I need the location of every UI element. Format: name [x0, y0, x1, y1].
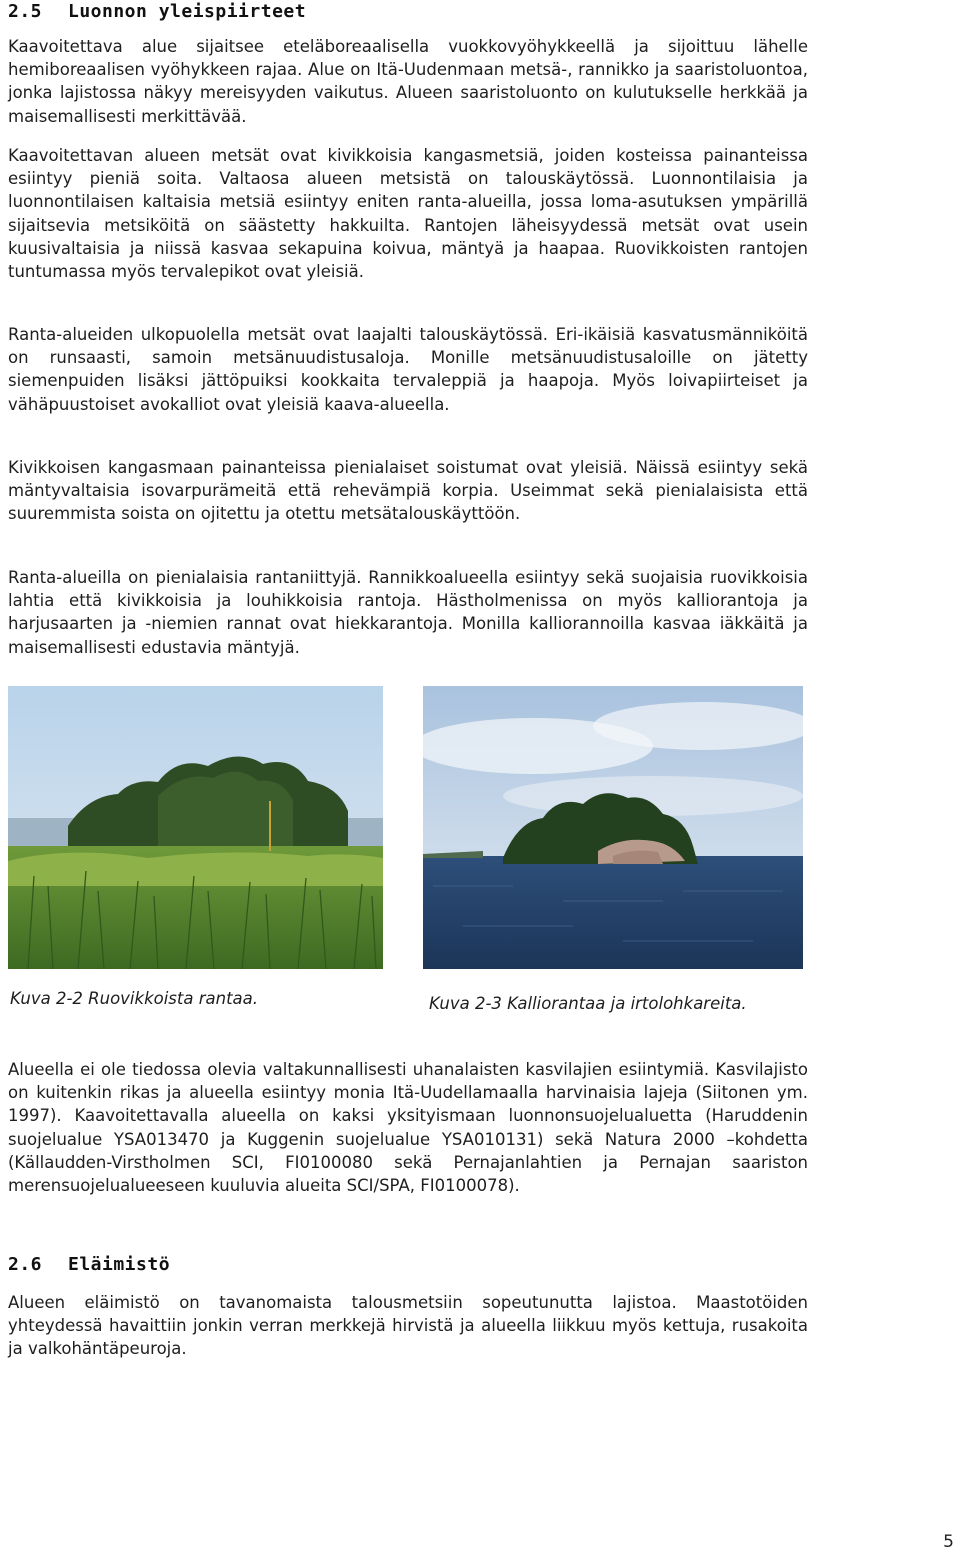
- section-number: 2.6: [8, 1254, 43, 1275]
- paragraph: Kaavoitettavan alueen metsät ovat kivikkoisia kangasmetsiä, joiden kosteissa painanteissa esiintyy pieniä soita. Valtaosa alueen metsistä on talouskäytössä. Luonnontilaisia ja luonnontilaisen kaltaisia metsiä esiintyy eniten ranta-alueilla, jossa loma-asutuksen ympärillä sijaitsevia metsiköitä on säästetty hakkuilta. Rantojen läheisyydessä metsät ovat usein kuusivaltaisia ja niissä kasvaa sekapuina koivua, mäntyä ja haapaa. Ruovikkoisten rantojen tuntumassa myös tervalepikot ovat yleisiä.: [8, 146, 808, 282]
- section-title: Eläimistö: [68, 1254, 171, 1275]
- figure-caption-left: Kuva 2-2 Ruovikkoista rantaa.: [10, 989, 259, 1008]
- section-heading-2-6: [8, 1254, 170, 1275]
- photo-rocky-islet: [423, 686, 803, 969]
- section-number: 2.5: [8, 1, 43, 22]
- paragraph: Kaavoitettava alue sijaitsee eteläboreaalisella vuokkovyöhykkeellä ja sijoittuu lähelle hemiboreaalisen vyöhykkeen rajaa. Alue on Itä-Uudenmaan metsä-, rannikko ja saaristoluontoa, jonka lajistossa näkyy mereisyyden vaikutus. Alueen saaristoluonto on kulutukselle herkkää ja maisemallisesti merkittävää.: [8, 37, 808, 126]
- section-heading-2-5: [8, 1, 306, 22]
- paragraph: Kivikkoisen kangasmaan painanteissa pienialaiset soistumat ovat yleisiä. Näissä esiintyy sekä mäntyvaltaisia isovarpurämeitä että rehevämpiä korpia. Useimmat sekä pienialaisista että suuremmista soista on ojitettu ja otettu metsätalouskäyttöön.: [8, 458, 808, 524]
- figure-caption-right: Kuva 2-3 Kalliorantaa ja irtolohkareita.: [429, 994, 747, 1013]
- paragraph: Alueella ei ole tiedossa olevia valtakunnallisesti uhanalaisten kasvilajien esiintymiä. Kasvilajisto on kuitenkin rikas ja alueella esiintyy monia Itä-Uudellamaalla harvinaisia lajeja (Siitonen ym. 1997). Kaavoitettavalla alueella on kaksi yksityismaan luonnonsuojelualuetta (Haruddenin suojelualue YSA013470 ja Kuggenin suojelualue YSA010131) sekä Natura 2000 –kohdetta (Källaudden-Virstholmen SCI, FI0100080 sekä Pernajanlahtien ja Pernajan saariston merensuojelualueeseen kuuluvia alueita SCI/SPA, FI0100078).: [8, 1060, 808, 1196]
- page-number: 5: [943, 1532, 954, 1552]
- section-title: Luonnon yleispiirteet: [68, 1, 307, 22]
- photo-reed-shore: [8, 686, 383, 969]
- paragraph: Ranta-alueiden ulkopuolella metsät ovat laajalti talouskäytössä. Eri-ikäisiä kasvatusmänniköitä on runsaasti, samoin metsänuudistusaloja. Monille metsänuudistusaloille on jätetty siemenpuiden lisäksi jättöpuiksi kookkaita tervaleppiä ja haapoja. Myös loivapiirteiset ja vähäpuustoiset avokalliot ovat yleisiä kaava-alueella.: [8, 325, 808, 414]
- paragraph: Alueen eläimistö on tavanomaista talousmetsiin sopeutunutta lajistoa. Maastotöiden yhteydessä havaittiin jonkin verran merkkejä hirvistä ja alueella liikkuu myös kettuja, rusakoita ja valkohäntäpeuroja.: [8, 1293, 808, 1359]
- paragraph: Ranta-alueilla on pienialaisia rantaniittyjä. Rannikkoalueella esiintyy sekä suojaisia ruovikkoisia lahtia että kivikkoisia ja louhikkoisia rantoja. Hästholmenissa on myös kalliorantoja ja harjusaarten ja -niemien rannat ovat hiekkarantoja. Monilla kalliorannoilla kasvaa iäkkäitä ja maisemallisesti edustavia mäntyjä.: [8, 568, 808, 657]
